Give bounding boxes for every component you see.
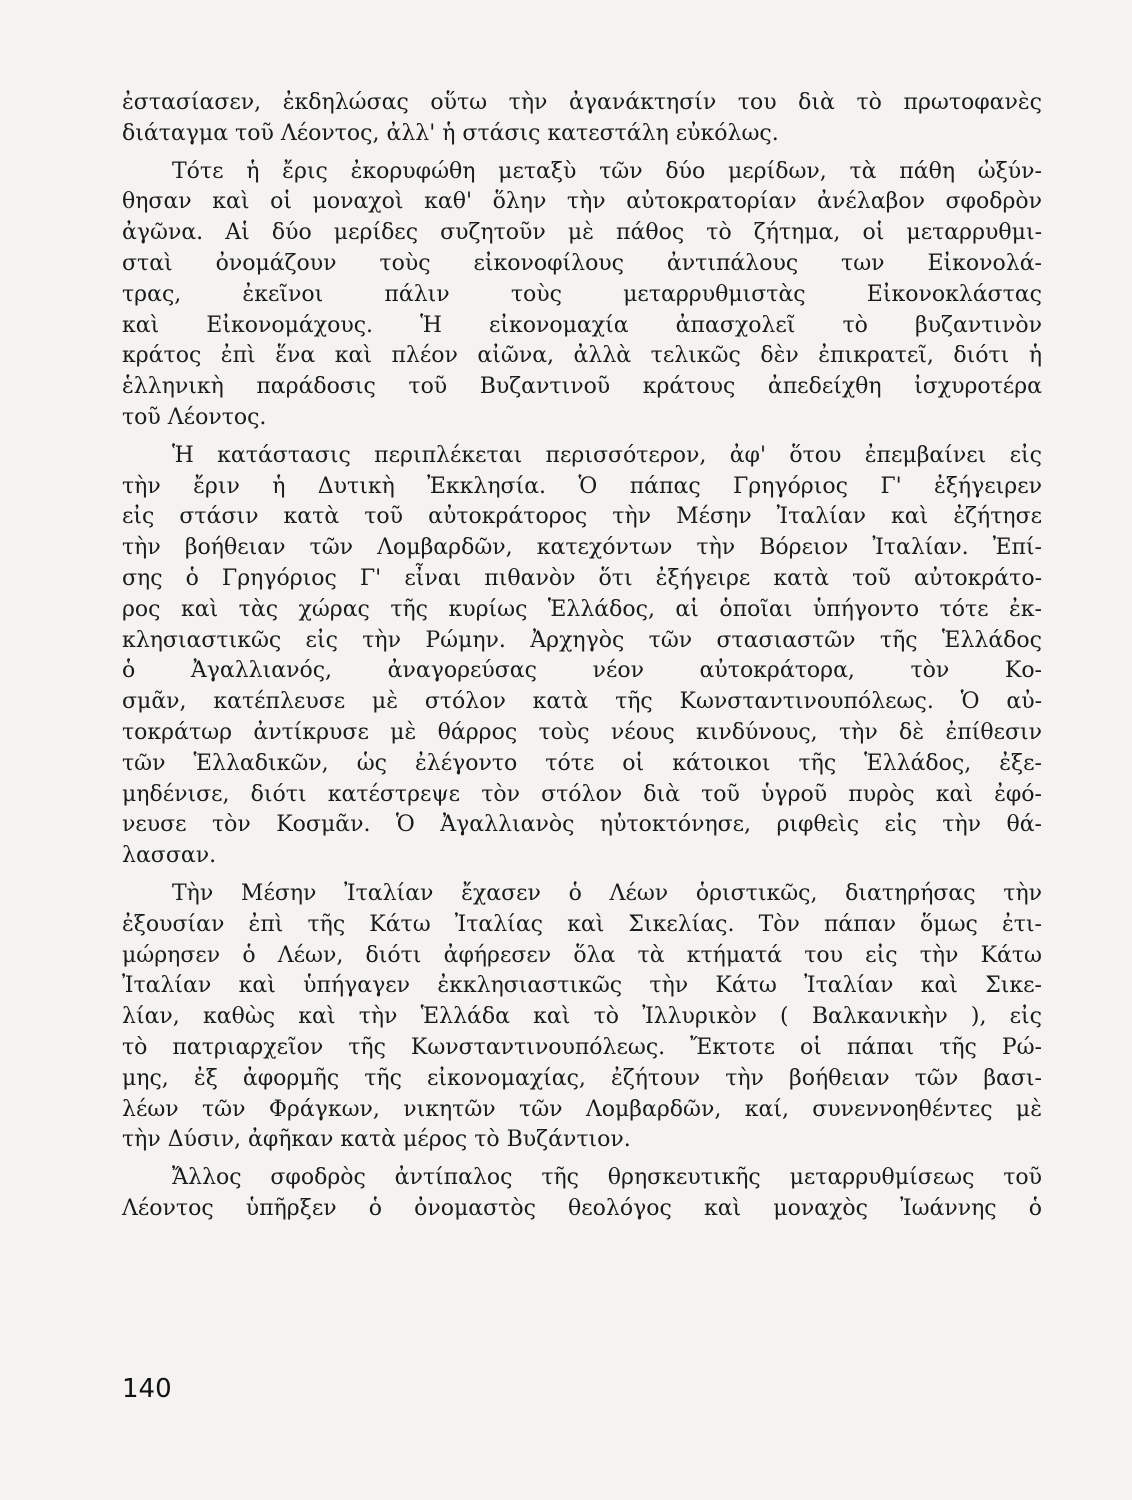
text-line: λίαν, καθὼς καὶ τὴν Ἑλλάδα καὶ τὸ Ἰλλυρικὸν ( Βαλκανικὴν ), εἰς: [122, 1004, 1042, 1030]
text-line: τὴν βοήθειαν τῶν Λομβαρδῶν, κατεχόντων τὴν Βόρειον Ἰταλίαν. Ἐπί-: [122, 535, 1042, 561]
text-line: Ἄλλος σφοδρὸς ἀντίπαλος τῆς θρησκευτικῆς μεταρρυθμίσεως τοῦ: [172, 1165, 1042, 1191]
text-line: μώρησεν ὁ Λέων, διότι ἀφήρεσεν ὅλα τὰ κτήματά του εἰς τὴν Κάτω: [122, 942, 1042, 968]
text-line: μηδένισε, διότι κατέστρεψε τὸν στόλον διὰ τοῦ ὑγροῦ πυρὸς καὶ ἐφό-: [122, 781, 1042, 807]
text-line: τῶν Ἑλλαδικῶν, ὡς ἐλέγοντο τότε οἱ κάτοικοι τῆς Ἑλλάδος, ἐξε-: [122, 750, 1042, 776]
text-line: νευσε τὸν Κοσμᾶν. Ὁ Ἀγαλλιανὸς ηὐτοκτόνησε, ριφθεὶς εἰς τὴν θά-: [122, 812, 1042, 838]
text-line: τρας, ἐκεῖνοι πάλιν τοὺς μεταρρυθμιστὰς Εἰκονοκλάστας: [122, 281, 1042, 307]
paragraph-1: [122, 88, 1042, 150]
text-line: τοκράτωρ ἀντίκρυσε μὲ θάρρος τοὺς νέους κινδύνους, τὴν δὲ ἐπίθεσιν: [122, 719, 1042, 745]
text-line: λασσαν.: [122, 843, 217, 869]
text-line: σης ὁ Γρηγόριος Γ' εἶναι πιθανὸν ὅτι ἐξήγειρε κατὰ τοῦ αὐτοκράτο-: [122, 565, 1042, 591]
text-line: διάταγμα τοῦ Λέοντος, ἀλλ' ἡ στάσις κατεστάλη εὐκόλως.: [122, 120, 779, 146]
paragraph-2: [122, 157, 1042, 434]
text-line: Ἡ κατάστασις περιπλέκεται περισσότερον, ἀφ' ὅτου ἐπεμβαίνει εἰς: [172, 442, 1042, 468]
text-line: τὴν Δύσιν, ἀφῆκαν κατὰ μέρος τὸ Βυζάντιον.: [122, 1127, 631, 1153]
text-line: ὁ Ἀγαλλιανός, ἀναγορεύσας νέον αὐτοκράτορα, τὸν Κο-: [122, 658, 1042, 684]
text-line: ἑλληνικὴ παράδοσις τοῦ Βυζαντινοῦ κράτους ἀπεδείχθη ἰσχυροτέρα: [122, 374, 1042, 400]
text-line: μης, ἐξ ἀφορμῆς τῆς εἰκονομαχίας, ἐζήτουν τὴν βοήθειαν τῶν βασι-: [122, 1065, 1042, 1091]
text-line: Λέοντος ὑπῆρξεν ὁ ὀνομαστὸς θεολόγος καὶ μοναχὸς Ἰωάννης ὁ: [122, 1195, 1042, 1221]
text-line: θησαν καὶ οἱ μοναχοὶ καθ' ὅλην τὴν αὐτοκρατορίαν ἀνέλαβον σφοδρὸν: [122, 189, 1042, 215]
text-line: Ἰταλίαν καὶ ὑπήγαγεν ἐκκλησιαστικῶς τὴν Κάτω Ἰταλίαν καὶ Σικε-: [122, 973, 1042, 999]
text-line: σταὶ ὀνομάζουν τοὺς εἰκονοφίλους ἀντιπάλους των Εἰκονολά-: [122, 250, 1042, 276]
text-line: καὶ Εἰκονομάχους. Ἡ εἰκονομαχία ἀπασχολεῖ τὸ βυζαντινὸν: [122, 312, 1042, 338]
paragraph-4: [122, 879, 1042, 1156]
text-line: λέων τῶν Φράγκων, νικητῶν τῶν Λομβαρδῶν, καί, συνεννοηθέντες μὲ: [122, 1096, 1042, 1122]
page-text: [122, 88, 1042, 1232]
paragraph-5: [122, 1163, 1042, 1225]
text-line: Τὴν Μέσην Ἰταλίαν ἔχασεν ὁ Λέων ὁριστικῶς, διατηρήσας τὴν: [172, 880, 1042, 906]
text-line: εἰς στάσιν κατὰ τοῦ αὐτοκράτορος τὴν Μέσην Ἰταλίαν καὶ ἐζήτησε: [122, 504, 1042, 530]
paragraph-3: [122, 441, 1042, 872]
text-line: ἐξουσίαν ἐπὶ τῆς Κάτω Ἰταλίας καὶ Σικελίας. Τὸν πάπαν ὅμως ἐτι-: [122, 911, 1042, 937]
text-line: τὸ πατριαρχεῖον τῆς Κωνσταντινουπόλεως. Ἔκτοτε οἱ πάπαι τῆς Ρώ-: [122, 1034, 1042, 1060]
text-line: Τότε ἡ ἔρις ἐκορυφώθη μεταξὺ τῶν δύο μερίδων, τὰ πάθη ὠξύν-: [172, 158, 1042, 184]
text-line: σμᾶν, κατέπλευσε μὲ στόλον κατὰ τῆς Κωνσταντινουπόλεως. Ὁ αὐ-: [122, 689, 1042, 715]
text-line: τοῦ Λέοντος.: [122, 404, 267, 430]
page-number: 140: [122, 1374, 172, 1404]
text-line: ρος καὶ τὰς χώρας τῆς κυρίως Ἑλλάδος, αἱ ὁποῖαι ὑπήγοντο τότε ἐκ-: [122, 596, 1042, 622]
text-line: τὴν ἔριν ἡ Δυτικὴ Ἐκκλησία. Ὁ πάπας Γρηγόριος Γ' ἐξήγειρεν: [122, 473, 1042, 499]
text-line: κλησιαστικῶς εἰς τὴν Ρώμην. Ἀρχηγὸς τῶν στασιαστῶν τῆς Ἑλλάδος: [122, 627, 1042, 653]
text-line: ἀγῶνα. Αἱ δύο μερίδες συζητοῦν μὲ πάθος τὸ ζήτημα, οἱ μεταρρυθμι-: [122, 220, 1042, 246]
text-line: κράτος ἐπὶ ἕνα καὶ πλέον αἰῶνα, ἀλλὰ τελικῶς δὲν ἐπικρατεῖ, διότι ἡ: [122, 343, 1042, 369]
text-line: ἐστασίασεν, ἐκδηλώσας οὕτω τὴν ἀγανάκτησίν του διὰ τὸ πρωτοφανὲς: [122, 90, 1042, 115]
